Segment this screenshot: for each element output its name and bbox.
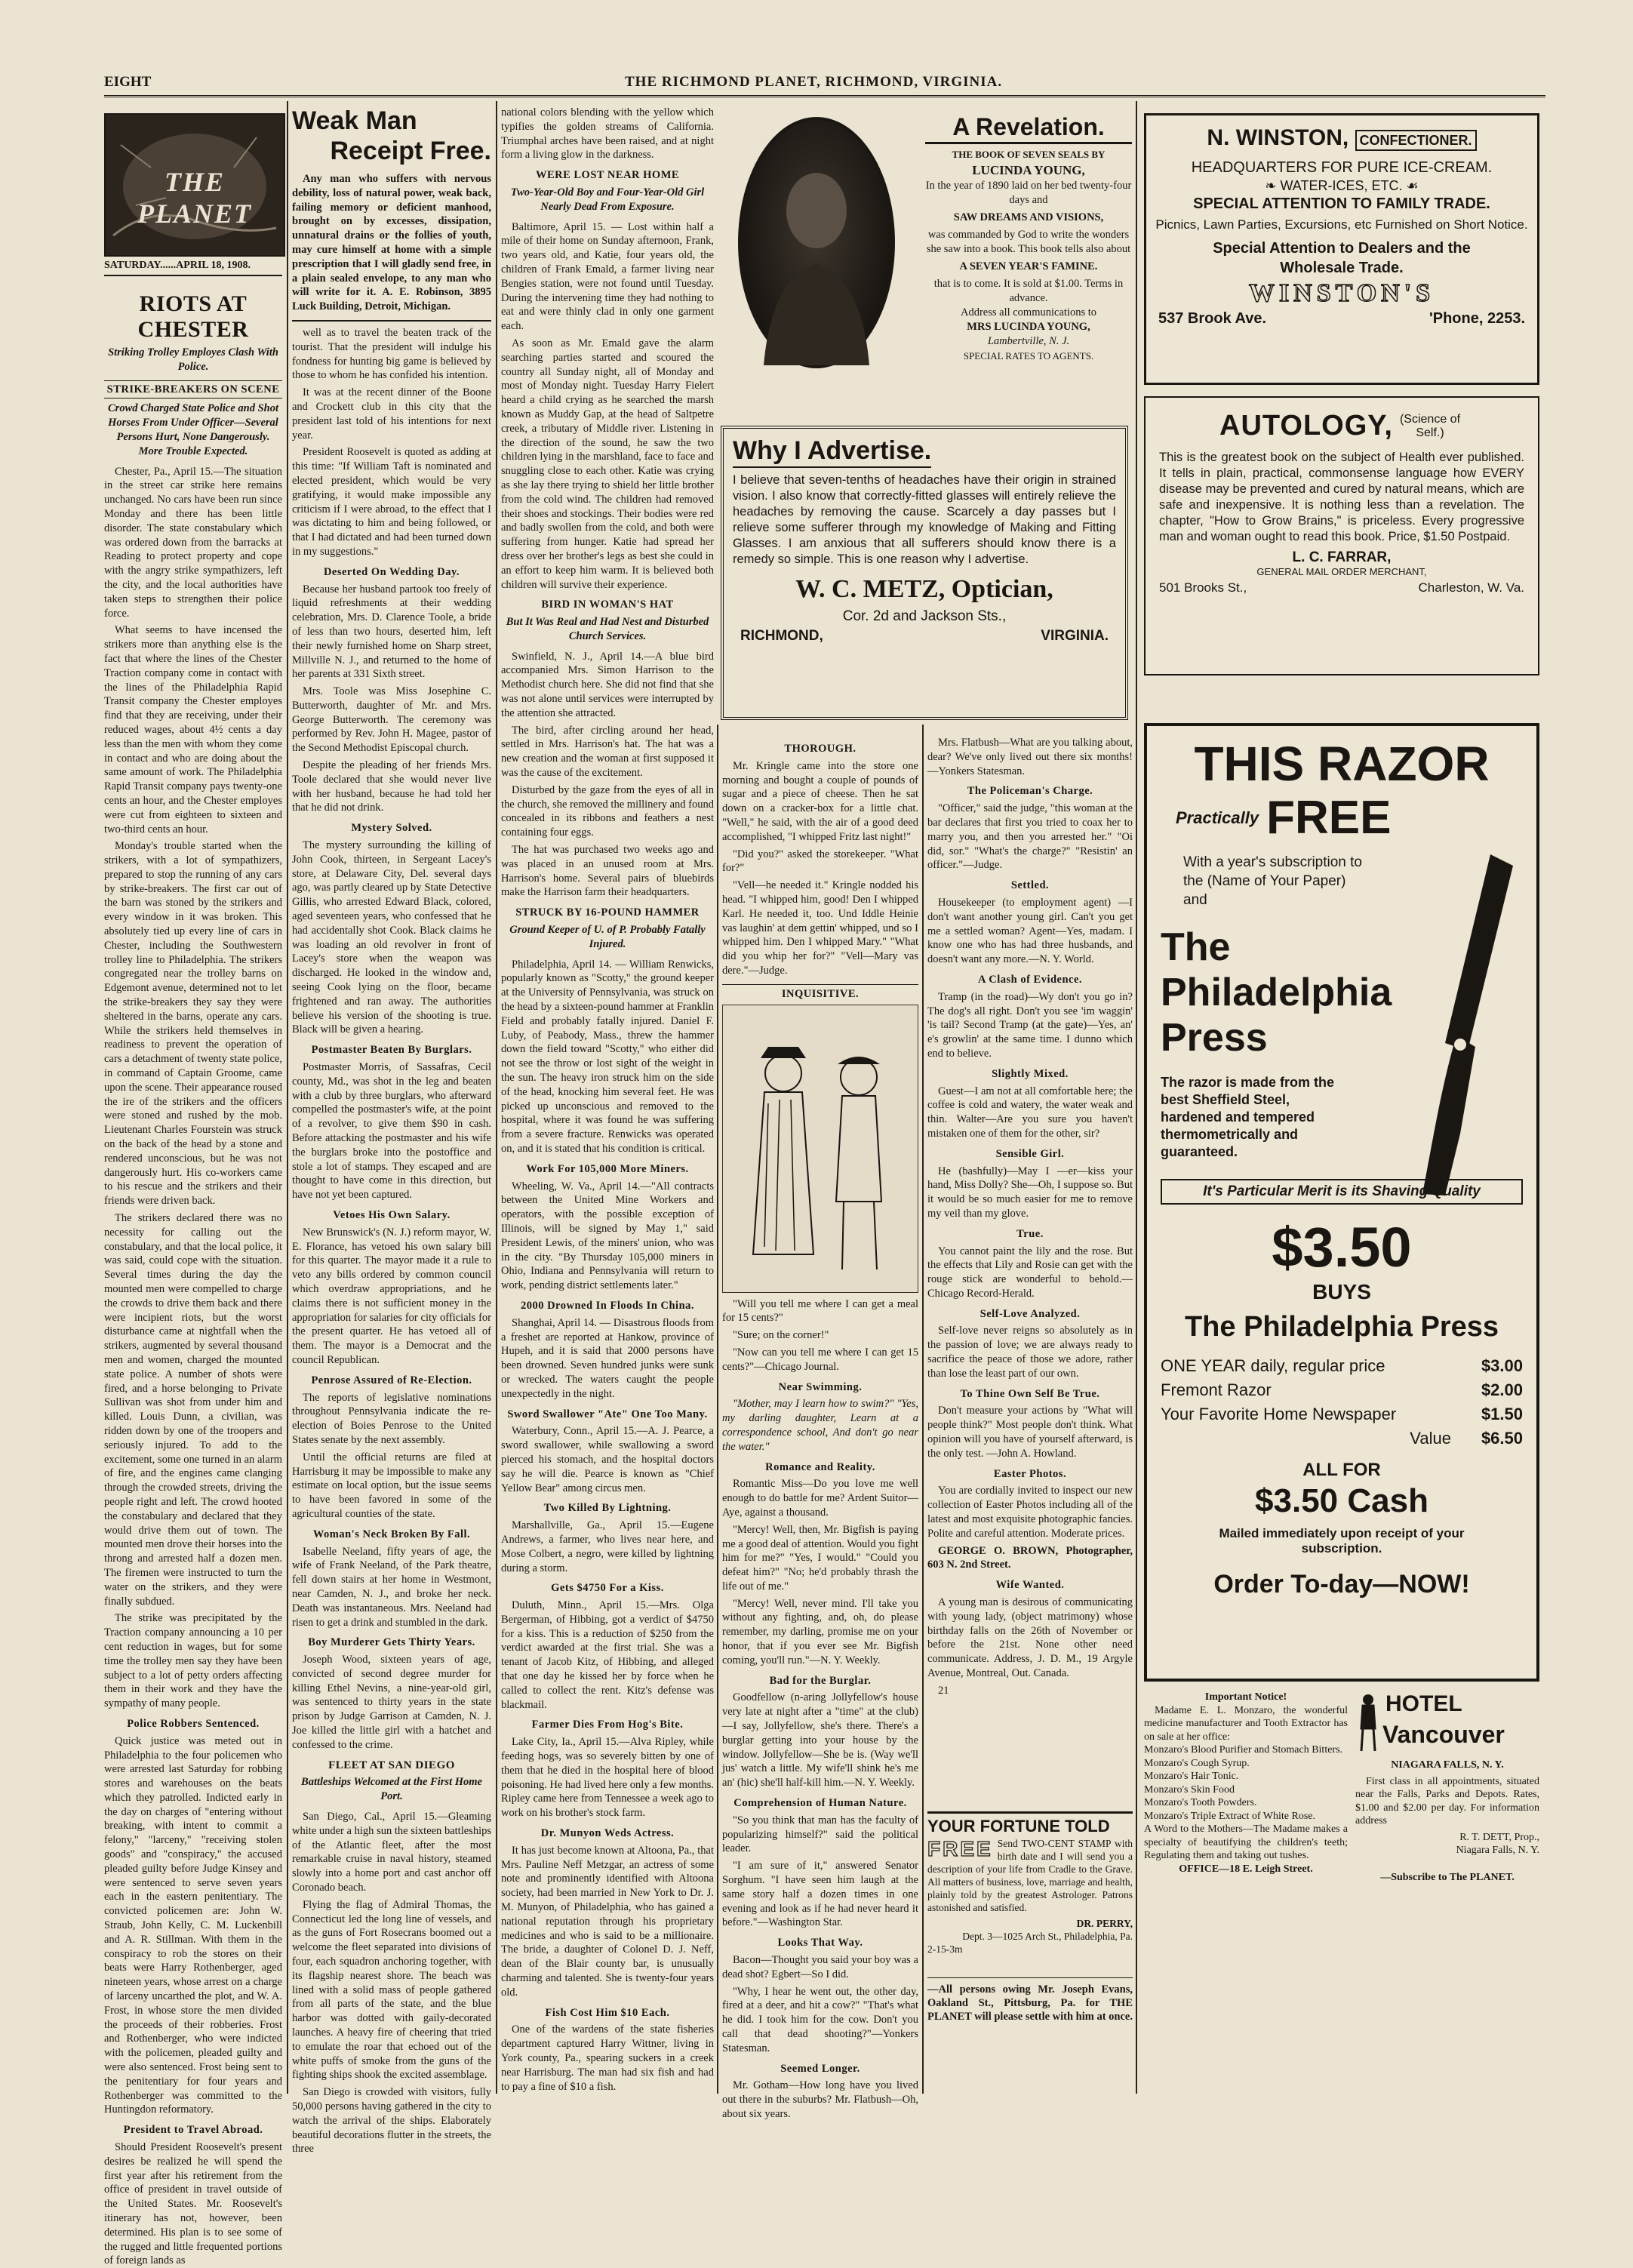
autology-title: AUTOLOGY, [1219, 410, 1393, 442]
article-paragraph: Baltimore, April 15. — Lost within half a mile of their home on Sunday afternoon, Frank, two years old, and Katie, four years old, the children of Frank Emald, a farmer living near Bengies station, were not found until Tuesday. During the intervening time they had nothing to eat and were thinly clad in only one garment each. [501, 220, 714, 333]
bellhop-icon [1355, 1692, 1381, 1753]
subhead: THOROUGH. [784, 743, 856, 755]
monzaro-item: Monzaro's Triple Extract of White Rose. [1144, 1810, 1316, 1822]
column-divider [287, 101, 288, 2094]
razor-merit: It's Particular Merit is its Shaving Quality [1161, 1179, 1523, 1205]
page-number: EIGHT [104, 74, 152, 90]
ad-title: Important Notice! [1204, 1691, 1287, 1703]
autology-ad [1144, 396, 1539, 675]
razor-paper-full: The Philadelphia Press [1184, 1311, 1499, 1343]
subhead: Romance and Reality. [765, 1460, 875, 1473]
subhead: Bad for the Burglar. [769, 1674, 872, 1687]
column-1 [104, 285, 282, 2267]
ad-author: LUCINDA YOUNG, [972, 163, 1085, 177]
ad-body: I believe that seven-tenths of headaches have their origin in strained vision. I also know that correctly-fitted glasses will entirely relieve the headaches by removing the cause. Scarcely a day passes but I relieve some sufferer through my knowledge of Making and Fitting Glasses. I am anxious that all sufferers should know there is a remedy so simple. This is one reason why I advertise. [733, 473, 1116, 566]
article-paragraph: Mrs. Flatbush—What are you talking about, dear? We've only lived out there six months!—Yonkers Statesman. [927, 737, 1133, 777]
article-paragraph: He (bashfully)—May I —er—kiss your hand, Miss Dolly? She—Oh, I suppose so. But it would be so much easier for me to remove my veil than my glove. [927, 1165, 1133, 1220]
article-paragraph: Bacon—Thought you said your boy was a dead shot? Egbert—So I did. [722, 1954, 918, 1980]
autology-city: Charleston, W. Va. [1418, 580, 1524, 595]
price-value: $3.00 [1481, 1356, 1523, 1375]
price-label: Your Favorite Home Newspaper [1161, 1405, 1397, 1423]
article-paragraph: It has just become known at Altoona, Pa., that Mrs. Pauline Neff Metzgar, an actress of some note and prominently identified with Altoona society, had been married in New York to Dr. J. M. Munyon, of Philadelphia, who has gained a national reputation through his proprietary medicines and who is said to be a millionaire. The bride, a daughter of Colonel D. J. Neff, dean of the Blair county bar, is unusually charming and talented. She is twenty-four years old. [501, 1844, 714, 1999]
price-label: ONE YEAR daily, regular price [1161, 1356, 1385, 1375]
monzaro-ad [1144, 1691, 1348, 2094]
ad-title: Why I Advertise. [733, 435, 931, 468]
subhead: Self-Love Analyzed. [979, 1307, 1081, 1320]
ad-line: In the year of 1890 laid on her bed twenty-four days and [925, 180, 1132, 206]
razor-free-row [1176, 791, 1523, 845]
metz-city: RICHMOND, [740, 628, 823, 644]
column-2 [292, 106, 491, 2156]
autology-sig2: GENERAL MAIL ORDER MERCHANT, [1256, 566, 1427, 577]
article-paragraph: Tramp (in the road)—Wy don't you go in? The dog's all right. Don't you see 'im waggin' 'is tail? Second Tramp (at the gate)—Yes, an' e's growlin' at the same time. I dunno which end to believe. [927, 990, 1133, 1060]
metz-state: VIRGINIA. [1041, 628, 1109, 644]
page-header [104, 74, 1545, 94]
subhead: FLEET AT SAN DIEGO [328, 1759, 455, 1771]
razor-mailed: Mailed immediately upon receipt of your subscription. [1219, 1526, 1465, 1556]
evans-notice: —All persons owing Mr. Joseph Evans, Oakland St., Pittsburg, Pa. for THE PLANET will please settle with him at once. [927, 1977, 1133, 2023]
fortune-ad [927, 1811, 1133, 1970]
metz-city-row [733, 628, 1116, 645]
winston-address-row [1151, 309, 1533, 328]
article-paragraph: Duluth, Minn., April 15.—Mrs. Olga Bergerman, of Hibbing, got a verdict of $4750 for a kiss. This is a reduction of $250 from the verdict awarded at the first trial. She was a tenant of Jacob Kitz, of Hibbing, and alleged that one day he kissed her by force when he called to collect the rent. Kitz's defense was blackmail. [501, 1599, 714, 1711]
article-paragraph: You cannot paint the lily and the rose. But the effects that Lily and Rosie can get with the rouge stick are wonderful to behold.—Chicago Record-Herald. [927, 1245, 1133, 1300]
ad-line: THE BOOK OF SEVEN SEALS BY [952, 149, 1106, 160]
subhead: Two Killed By Lightning. [543, 1502, 672, 1515]
subhead: Slightly Mixed. [992, 1067, 1069, 1080]
subhead: Gets $4750 For a Kiss. [551, 1582, 664, 1595]
water-ices-line: WATER-ICES, ETC. [1280, 178, 1403, 193]
ad-body: First class in all appointments, situated near the Falls, Parks and Depots. Rates, $1.00 and $2.00 per day. For information address [1355, 1775, 1539, 1826]
price-row [1161, 1426, 1523, 1451]
column-divider [717, 725, 718, 2094]
ornament-icon: ☙ [1402, 178, 1419, 193]
column-4 [722, 736, 918, 2120]
monzaro-office: OFFICE—18 E. Leigh Street. [1179, 1863, 1313, 1875]
razor-desc: The razor is made from the best Sheffield Steel, hardened and tempered thermometrically and guaranteed. [1161, 1075, 1335, 1159]
hotel-title: HOTEL [1385, 1691, 1462, 1716]
article-paragraph: Guest—I am not at all comfortable here; the coffee is cold and watery, the water weak and thin. Walter—Are you sure you haven't mistaken one of them for the other, sir? [927, 1085, 1133, 1140]
winston-name-row [1151, 123, 1533, 155]
column-divider [1136, 101, 1137, 2094]
subhead: Easter Photos. [993, 1467, 1067, 1480]
subhead: Work For 105,000 More Miners. [526, 1162, 689, 1175]
subhead: INQUISITIVE. [722, 984, 918, 1002]
subhead: Wife Wanted. [995, 1579, 1065, 1592]
ad-headline: Weak Man [292, 106, 417, 135]
revelation-ad [925, 112, 1132, 414]
article-paragraph: "Why, I hear he went out, the other day, fired at a deer, and hit a cow?" "That's what he did. I took him for the cow. Don't you call that dead shooting?"—Yonkers Statesman. [722, 1985, 918, 2054]
subhead: To Thine Own Self Be True. [960, 1387, 1100, 1400]
article-paragraph: What seems to have incensed the strikers more than anything else is the fact that where the lines of the Chester Traction company come in contact with the lines of the Philadelphia Rapid Transit company the Chester employes find that they are receiving, under their reduced wages, about 4½ cents a day less than the men with whom they come in contact and who are doing about the same amount of work. The Philadelphia Rapid Transit company pays twenty-one cents an hour, and the Chester employes were cut from eighteen to sixteen and two-third cents an hour. [104, 624, 282, 835]
price-value: $1.50 [1481, 1405, 1523, 1423]
paper-name: Press [1161, 1016, 1268, 1060]
article-paragraph: One of the wardens of the state fisheries department captured Harry Wittner, living in York county, Pa., spearing suckers in a creek near Harrisburg. The man had six fish and had to pay a fine of $10 a fish. [501, 2023, 714, 2093]
monzaro-item: Monzaro's Tooth Powders. [1144, 1797, 1257, 1808]
ad-line: SPECIAL ATTENTION TO FAMILY TRADE. [1193, 195, 1490, 212]
portrait-oval-image [738, 117, 895, 368]
article-paragraph: Don't measure your actions by "What will people think?" Most people don't think. What opinion will you have of yourself afterward, is the only test. —John A. Howland. [927, 1405, 1133, 1460]
article-paragraph: Self-love never reigns so absolutely as in the passion of love; we are always ready to sacrifice the peace of those we adore, rather than lose the least part of our own. [927, 1325, 1133, 1380]
article-paragraph: "Mercy! Well, then, Mr. Bigfish is paying me a good deal of attention. Would you fight him for me?" "Yes, I would." "Could you defeat him?" "No; he'd probably thrash the life out of me." [722, 1523, 918, 1593]
autology-addr-row [1159, 580, 1524, 595]
article-paragraph: Until the official returns are filed at Harrisburg it may be impossible to make any estimate on local option, but the issue seems to have been favored in some of the agricultural counties of the state. [292, 1451, 491, 1520]
razor-cash: $3.50 Cash [1255, 1482, 1428, 1519]
monzaro-item: Monzaro's Blood Purifier and Stomach Bitters. [1144, 1744, 1343, 1756]
article-paragraph: Disturbed by the gaze from the eyes of all in the church, she removed the millinery and found concealed in its ribbons and feathers a nest containing four eggs. [501, 783, 714, 839]
monzaro-item: Monzaro's Hair Tonic. [1144, 1771, 1239, 1782]
deck: Battleships Welcomed at the First Home Port. [301, 1776, 482, 1803]
subhead: Comprehension of Human Nature. [733, 1797, 907, 1810]
article-paragraph: The mystery surrounding the killing of John Cook, thirteen, in Sergeant Lacey's store, at Delaware City, Del. several days ago, was partly cleared up by State Detective Gillis, who arrested Edward Black, colored, aged seventeen years, who confessed that he had accidentally shot Cook. Black claims he was loading an old revolver in front of Lacey's store when the weapon was discharged. He looked in the window and, seeing Cook lying on the floor, became frightened and ran away. The authorities believe his version of the shooting is true. Black will be given a hearing. [292, 839, 491, 1036]
article-paragraph: "So you think that man has the faculty of popularizing himself?" said the political leader. [722, 1814, 918, 1855]
autology-addr: 501 Brooks St., [1159, 580, 1247, 595]
article-paragraph: Monday's trouble started when the strikers, with a lot of sympathizers, prepared to stop the running of any cars by strike-breakers. The first car out of the barn was stoned by the strikers and every window in it was broken. This absolutely tied up every line of cars in Chester, including the Southwestern trolley line to Philadelphia. The strikers congregated near the trolley barns on Edgemont avenue, determined not to let the strike-breakers they say they were sheltered in the barns, operate any cars. While the strikers held themselves in readiness to prevent the operation of cars a detachment of twenty state police, in command of Captain Groome, came upon the scene. Their appearance roused the ire of the strikers and the officers were stoned and rushed by the mob. Lieutenant Charles Fourstein was struck on the back of the head by a stone and rendered unconscious, but he was not dangerously hurt. His co-workers came to his rescue and the strikers and their friends were driven back. [104, 840, 282, 1208]
weak-man-ad [292, 106, 491, 322]
article-paragraph: Mr. Gotham—How long have you lived out there in the suburbs? Mr. Flatbush—Oh, about six years. [722, 2079, 918, 2120]
ad-line: Picnics, Lawn Parties, Excursions, etc Furnished on Short Notice. [1155, 217, 1528, 232]
article-paragraph: 21 [938, 1684, 949, 1697]
subhead: Penrose Assured of Re-Election. [311, 1374, 472, 1386]
deck: Two-Year-Old Boy and Four-Year-Old Girl Nearly Dead From Exposure. [510, 186, 705, 213]
subhead: Dr. Munyon Weds Actress. [540, 1827, 675, 1840]
subhead: Sensible Girl. [995, 1147, 1065, 1160]
ad-line: that is to come. It is sold at $1.00. Terms in advance. [933, 278, 1124, 304]
razor-free: FREE [1266, 792, 1392, 844]
winston-address: 537 Brook Ave. [1158, 310, 1267, 327]
cartoon-caption: "Sure; on the corner!" [733, 1329, 829, 1342]
ad-line [1151, 177, 1533, 195]
article-paragraph: Waterbury, Conn., April 15.—A. J. Pearce, a sword swallower, while swallowing a sword pierced his stomach, and the hospital doctors say he will die. Pearce is known as "Chief Yellow Bear" among circus men. [501, 1425, 714, 1494]
article-paragraph: "Did you?" asked the storekeeper. "What for?" [722, 848, 918, 875]
article-paragraph: The strike was precipitated by the Traction company announcing a 10 per cent reduction in wages, but for some time the trolley men say they have been subject to a lot of petty orders affecting them in their work and they have the sympathy of many people. [104, 1612, 282, 1710]
ad-line: HEADQUARTERS FOR PURE ICE-CREAM. [1191, 159, 1493, 176]
winston-logo: WINSTON'S [1248, 279, 1435, 307]
razor-image [1404, 847, 1517, 1202]
ad-line: Lambertville, N. J. [987, 335, 1070, 347]
article-paragraph: Because her husband partook too freely of liquid refreshments at their wedding celebration, Mrs. D. Clarence Toole, a bride of less than two hours, deserted him, left their newly furnished home on Sharp street, Millville N. J., and returned to the home of her parents at 331 Sixth street. [292, 583, 491, 681]
deck-strike-breakers: STRIKE-BREAKERS ON SCENE [104, 380, 282, 399]
article-paragraph: Wheeling, W. Va., April 14.—"All contracts between the United Mine Workers and operators, with the possible exception of Illinois, will be signed by May 1," said President Lewis, of the miners' union, who was in the city. "By Thursday 105,000 miners in Ohio, Indiana and Pennsylvania will return to work, pending district settlements later." [501, 1180, 714, 1292]
subscribe-line: —Subscribe to The PLANET. [1380, 1871, 1515, 1883]
hotel-title: Vancouver [1382, 1721, 1505, 1748]
ad-title: A Revelation. [925, 112, 1132, 144]
article-paragraph: "Mercy! Well, never mind. I'll take you without any fighting, and, oh, do please remember, my darling, promise me on your honor, that if you ever see Mr. Bigfish coming, you'll run."—N. Y. Weekly. [722, 1597, 918, 1666]
paper-name: The [1161, 925, 1231, 969]
article-paragraph: Shanghai, April 14. — Disastrous floods from a freshet are reported at Hankow, province of Hupeh, and it is said that 2000 persons have been drowned. Seven hundred junks were sunk or wrecked. The waters caught the people unexpectedly in the night. [501, 1316, 714, 1400]
article-paragraph: San Diego is crowded with visitors, fully 50,000 persons having gathered in the city to watch the arrival of the ships. Elaborately beautiful decorations flutter in the streets, the three [292, 2086, 491, 2156]
hotel-place: NIAGARA FALLS, N. Y. [1391, 1759, 1504, 1771]
subhead: Sword Swallower "Ate" One Too Many. [507, 1408, 708, 1420]
article-paragraph: San Diego, Cal., April 15.—Gleaming white under a high sun the sixteen battleships of the Atlantic fleet, after the most remarkable cruise in naval history, steamed slowly into a home port and cast anchor off Coronado beach. [292, 1811, 491, 1894]
price-value: $2.00 [1481, 1380, 1523, 1399]
article-paragraph: President Roosevelt is quoted as adding at this time: "If William Taft is nominated and elected president, which would be very gratifying, it would make impossible any criticism if I were abroad, to the effect that I was dictating to him and being followed, or that I had dictated and had been turned down in my suggestions." [292, 446, 491, 558]
razor-ad [1144, 723, 1539, 1682]
subhead: Vetoes His Own Salary. [333, 1208, 451, 1221]
ad-title: YOUR FORTUNE TOLD [927, 1811, 1133, 1837]
price-row [1161, 1402, 1523, 1426]
article-paragraph: You are cordially invited to inspect our new collection of Easter Photos including all of the latest and most exquisite photographic fancies. Polite and careful attention. Moderate prices. [927, 1485, 1133, 1540]
article-paragraph: well as to travel the beaten track of the tourist. That the president will indulge his fondness for hunting big game is believed by those to whom he has confided his intention. [292, 326, 491, 382]
two-men-illustration [723, 1005, 918, 1291]
subhead: Postmaster Beaten By Burglars. [311, 1044, 472, 1057]
metz-name: W. C. METZ, Optician, [795, 575, 1053, 603]
monzaro-item: Monzaro's Skin Food [1144, 1783, 1235, 1796]
article-paragraph: Flying the flag of Admiral Thomas, the Connecticut led the long line of vessels, and as the guns of Fort Rosecrans boomed out a welcome the fleet separated into divisions of four, each squadron anchoring together, with its flagship nearest shore. The beach was lined with a solid mass of people gathered from all parts of the state, and the blue harbor was dotted with gaily-decorated launches. A heavy fire of cheering that tried to emulate the roar that echoed out of the white puffs of smoke from the guns of the fighting ships shook the excited assemblage. [292, 1898, 491, 2082]
subhead: Deserted On Wedding Day. [323, 565, 460, 578]
razor-sub: With a year's subscription to the (Name of Your Paper) and [1183, 854, 1362, 908]
hotel-city: Niagara Falls, N. Y. [1456, 1845, 1539, 1856]
subhead: Boy Murderer Gets Thirty Years. [308, 1636, 475, 1649]
winston-name: N. WINSTON, [1207, 125, 1349, 150]
ad-body: Send TWO-CENT STAMP with birth date and I will send you a description of your life from Cradle to the Grave. All matters of business, love, marriage and health, plainly told by the greatest Astrologer. Patrons astonished and satisfied. [927, 1838, 1133, 1913]
deck: But It Was Real and Had Nest and Disturbed Church Services. [506, 616, 709, 642]
subhead: President to Travel Abroad. [123, 2124, 263, 2137]
article-paragraph: "Officer," said the judge, "this woman at the bar declares that first you tried to coax her to marry you, and then you arrested her." "Oi did, sor." "What's the charge?" "Resistin' an officer."—Judge. [927, 802, 1133, 872]
razor-all-for: ALL FOR [1302, 1460, 1381, 1480]
subhead: Police Robbers Sentenced. [127, 1717, 260, 1730]
ad-body: Any man who suffers with nervous debility, loss of natural power, weak back, failing memory or deficient manhood, brought on by excesses, dissipation, unnatural drains or the follies of youth, may cure himself at home with a simple prescription that I will gladly send free, in a plain sealed envelope, to any man who will write for it. A. E. Robinson, 3895 Luck Building, Detroit, Michigan. [292, 173, 491, 313]
razor-title: THIS RAZOR [1194, 737, 1490, 791]
paper-name: Philadelphia [1161, 971, 1392, 1014]
date-line: SATURDAY......APRIL 18, 1908. [104, 260, 282, 276]
article-paragraph: Goodfellow (n-aring Jollyfellow's house very late at night after a "time" at the club)—I say, Jollyfellow, she's there. There's a burglar getting into your house by the window. Jollyfellow—She be is. (Way we'll jus' watch a little. My wife'll shink he's me an' (hic) she'll half-kill him.—N. Y. Weekly. [722, 1691, 918, 1789]
razor-price-table [1161, 1354, 1523, 1451]
article-paragraph: Chester, Pa., April 15.—The situation in the street car strike here remains unchanged. No cars have been run since Monday and there has been little disorder. The state constabulary which was ordered down from the barracks at Reading to protect property and cope with the angry strike sympathizers, left the city, and the local authorities have taken steps to strengthen their police force. [104, 465, 282, 620]
subhead: WERE LOST NEAR HOME [535, 169, 680, 182]
article-paragraph: Lake City, Ia., April 15.—Alva Ripley, while feeding hogs, was so severely bitten by one of them that he died in the hospital here of blood poisoning. He had lived here only a few months. Ripley came here from Tennessee a week ago to work on his brother's stock farm. [501, 1736, 714, 1820]
fortune-free: FREE [927, 1837, 993, 1860]
article-paragraph: Should President Roosevelt's present desires be realized he will spend the first year after his retirement from the office of president in travel outside of the United States. Mr. Roosevelt's itinerary has not, however, been determined. His plan is to see some of the rugged and little frequented portions of foreign lands as [104, 2141, 282, 2267]
subhead: STRUCK BY 16-POUND HAMMER [515, 906, 700, 919]
article-paragraph: national colors blending with the yellow which typifies the golden streams of California. Triumphal arches have been raised, and at night form a living glow in the darkness. [501, 106, 714, 162]
deck: Striking Trolley Employes Clash With Police. [108, 346, 278, 373]
article-paragraph: New Brunswick's (N. J.) reform mayor, W. E. Florance, has vetoed his own salary bill for this quarter. The mayor made it a rule to veto any bills ordered by common council which overdraw appropriations, and he claims there is not sufficient money in the appropriation for salaries for city officials for the present quarter. He has vetoed all of them. The mayor is a Democrat and the council Republican. [292, 1226, 491, 1366]
article-paragraph: Housekeeper (to employment agent) —I don't want another young girl. Can't you get me a settled woman? Agent—Yes, madam. I know one who has had three husbands, and doesn't want any more.—N. Y. World. [927, 896, 1133, 966]
article-paragraph: Swinfield, N. J., April 14.—A blue bird accompanied Mrs. Simon Harrison to the Methodist church here. She did not find that she was not alone until services were interrupted by the attention she attracted. [501, 650, 714, 719]
hotel-prop: R. T. DETT, Prop., [1459, 1831, 1539, 1843]
ad-line: MRS LUCINDA YOUNG, [967, 321, 1090, 333]
deck: Crowd Charged State Police and Shot Horses From Under Officer—Several Persons Hurt, None Dangerously. More Trouble Expected. [108, 402, 278, 457]
subhead: Looks That Way. [777, 1937, 863, 1949]
fortune-sig: DR. PERRY, [1076, 1918, 1133, 1929]
deck: Ground Keeper of U. of P. Probably Fatally Injured. [509, 924, 706, 950]
ad-line: Address all communications to [960, 306, 1096, 319]
razor-practically: Practically [1176, 808, 1259, 827]
paper-title: THE RICHMOND PLANET, RICHMOND, VIRGINIA. [625, 74, 1003, 90]
ad-line: Special Attention to Dealers and the Wholesale Trade. [1213, 240, 1471, 276]
article-paragraph: Marshallville, Ga., April 15.—Eugene Andrews, a farmer, who lives near here, and Mose Colbert, a negro, were killed by lightning during a storm. [501, 1519, 714, 1574]
subhead: Farmer Dies From Hog's Bite. [531, 1719, 684, 1731]
article-paragraph: The strikers declared there was no necessity for calling out the constabulary, and that the local police, it was said, could cope with the situation. Several times during the day the mounted men were compelled to charge the crowds to drive them back and there were incipient riots, but the worst disturbance came at nightfall when the strikers, augmented by several thousand men and women, charged the mounted state police. A number of shots were fired, and a horse belonging to Private Sullivan was shot from under him and killed. Louis Dunn, a civilian, was ridden down by one of the troopers and seriously injured. To add to the excitement, some one turned in an alarm of fire, and the engines came clanging through the crowded streets, driving the people right and left. The crowd hooted the constabulary and declared that they would drive them out of town. The mounted men drove their horses into the throng and arrested half a dozen men. The firemen were instructed to turn the water on the strikers, and they were finally subdued. [104, 1212, 282, 1608]
ad-body: A Word to the Mothers—The Madame makes a specialty of beautifying the children's teeth; Regulating them and taking out tushes. [1144, 1823, 1348, 1861]
column-5 [927, 736, 1133, 1808]
price-row [1161, 1354, 1523, 1378]
price-value: $6.50 [1481, 1429, 1523, 1448]
subhead: Woman's Neck Broken By Fall. [312, 1528, 471, 1540]
ad-body: This is the greatest book on the subject of Health ever published. It tells in plain, practical, commonsense language how EVERY disease may be prevented and cured by natural means, which are safe and inexpensive. It is nothing less than a revelation. The chapter, "How to Grow Brains," is priceless. Every progressive man and woman ought to read this book. Price, $1.50 Postpaid. [1159, 451, 1524, 543]
inquisitive-illustration [722, 1005, 918, 1293]
cartoon-caption: "Now can you tell me where I can get 15 cents?"—Chicago Journal. [722, 1346, 918, 1373]
ad-line: was commanded by God to write the wonders she saw into a book. This book tells also about [926, 229, 1131, 255]
article-paragraph: The bird, after circling around her head, settled in Mrs. Harrison's hat. The hat was a new creation and the woman at first supposed it was the cause of the excitement. [501, 724, 714, 780]
razor-order: Order To-day—NOW! [1213, 1570, 1470, 1599]
subhead: A Clash of Evidence. [977, 973, 1083, 986]
article-paragraph: GEORGE O. BROWN, Photographer, 603 N. 2nd Street. [927, 1544, 1133, 1571]
article-paragraph: A young man is desirous of communicating with young lady, (object matrimony) whose birthday falls on the 26th of November or before the 21st. None other need communicate. Address, J. D. M., 19 Argyle Avenue, Montreal, Out. Canada. [927, 1596, 1133, 1680]
razor-price: $3.50 [1272, 1216, 1412, 1279]
subhead: The Policeman's Charge. [967, 785, 1093, 798]
autology-title-row [1159, 410, 1524, 442]
article-paragraph: Quick justice was meted out in Philadelphia to the four policemen who were arrested last Saturday for robbing stores and warehouses on the beats which they patrolled. Indicted early in the day on charges of "entering without breaking, with intent to commit a felony," "larceny," "receiving stolen goods" and "conspiracy," the accused pleaded guilty before Judge Kinsey and were sentenced to serve seven years each in the eastern penitentiary. The convicted policemen are: John W. Straub, John Kelly, C. M. Luckenbill and A. R. Stillman. With them in the conspiracy to rob the stores on their beats were Harry Rothenberger, aged nineteen years, whose arrest on a charge of larceny uncarthed the plot, and W. A. Frost, in whose store the men divided the proceeds of their robberies. Frost and Rothenberger, who were indicted with the policemen, pleaded guilty and were also sentenced. Frost being sent to the penitentiary for four years and Rothenberger was committed to the Huntingdon reformatory. [104, 1734, 282, 2116]
article-paragraph: Philadelphia, April 14. — William Renwicks, popularly known as "Scotty," the ground keeper at the University of Pennsylvania, was struck on the head by a sixteen-pound hammer at Franklin Field and probably fatally injured. Daniel F. Luby, of Peabody, Mass., threw the hammer down the field toward "Scotty," who either did not see the throw or lost sight of the weight in the sun. The heavy iron struck him on the side of the head, knocking him several feet. He was picked up unconscious and removed to the hospital, where it was found he was suffering from a severe fracture. Renwicks was operated on, and it is stated that his condition is critical. [501, 958, 714, 1155]
ad-headline: Receipt Free. [330, 137, 491, 165]
subhead: Seemed Longer. [780, 2062, 860, 2075]
article-paragraph: "I am sure of it," answered Senator Sorghum. "I have seen him laugh at the same story half a dozen times in one evening and look as if he had never heard it before."—Washington Star. [722, 1860, 918, 1929]
article-paragraph: The reports of legislative nominations throughout Pennsylvania indicate the re-election of Boies Penrose to the United States senate by the next assembly. [292, 1391, 491, 1446]
article-paragraph: Joseph Wood, sixteen years of age, convicted of second degree murder for killing Ethel Nevins, a nine-year-old girl, was sentenced to thirty years in the state prison by Judge Garrison at Camden, N. J. Joe killed the little girl with a hatchet and confessed to the crime. [292, 1654, 491, 1751]
metz-ad [721, 426, 1128, 720]
article-paragraph: It was at the recent dinner of the Boone and Crockett club in this city that the president last told of his intentions for next year. [292, 386, 491, 442]
header-rule [104, 95, 1545, 97]
hotel-title-block [1355, 1691, 1539, 1754]
metz-corner: Cor. 2d and Jackson Sts., [842, 608, 1007, 624]
headline-riots: RIOTS AT CHESTER [137, 291, 249, 342]
column-divider [496, 101, 497, 2094]
planet-logo [104, 113, 285, 257]
autology-sig: L. C. FARRAR, [1292, 549, 1392, 565]
fortune-addr: Dept. 3—1025 Arch St., Philadelphia, Pa. [962, 1931, 1133, 1942]
subhead: True. [1016, 1227, 1044, 1240]
razor-icon [1404, 847, 1517, 1202]
article-paragraph: Despite the pleading of her friends Mrs. Toole declared that she would never live with her husband, because he had told her that he did not drink. [292, 759, 491, 814]
price-label: Fremont Razor [1161, 1380, 1272, 1399]
article-paragraph: Isabelle Neeland, fifty years of age, the wife of Frank Neeland, of the Park theatre, fell down stairs at her home in Westmont, near Camden, N. J., and broke her neck. Death was instantaneous. Mrs. Neeland had risen to get a drink and stumbled in the dark. [292, 1545, 491, 1629]
price-row [1161, 1378, 1523, 1402]
column-3 [501, 106, 714, 2094]
winston-trade: CONFECTIONER. [1355, 130, 1477, 151]
fortune-code: 2-15-3m [927, 1943, 963, 1955]
subhead: 2000 Drowned In Floods In China. [520, 1299, 695, 1312]
portrait-figure [741, 120, 892, 365]
winston-phone: 'Phone, 2253. [1428, 310, 1525, 327]
subhead: Settled. [1010, 879, 1050, 892]
logo-text: THE PLANET [137, 167, 252, 229]
ad-line: A SEVEN YEAR'S FAMINE. [959, 260, 1098, 272]
article-paragraph: The hat was purchased two weeks ago and was placed in an unused room at Mrs. Harrison's home. Several pairs of bluebirds make the Harrison farm their headquarters. [501, 844, 714, 899]
article-paragraph: Romantic Miss—Do you love me well enough to do battle for me? Ardent Suitor—Aye, against a thousand. [722, 1478, 918, 1519]
monzaro-item: Monzaro's Cough Syrup. [1144, 1757, 1250, 1769]
hotel-ad [1355, 1691, 1539, 2094]
subhead: Fish Cost Him $10 Each. [545, 2006, 670, 2019]
cartoon-caption: "Will you tell me where I can get a meal for 15 cents?" [722, 1297, 918, 1325]
article-paragraph: Postmaster Morris, of Sassafras, Cecil county, Md., was shot in the leg and beaten with a club by three burglars, who afterward compelled the postmaster's wife, at the point of a revolver, to give them $90 in cash. Before attacking the postmaster and his wife the burglars broke into the postoffice and stole a lot of stamps. They escaped and are thought to have come in this direction, but have not yet been captured. [292, 1061, 491, 1202]
autology-aside: (Science of Self.) [1399, 413, 1461, 439]
winston-ad [1144, 113, 1539, 385]
ornament-icon: ❧ [1265, 178, 1281, 193]
column-divider [922, 725, 924, 2094]
article-paragraph: Mrs. Toole was Miss Josephine C. Butterworth, daughter of Mr. and Mrs. George Butterworth. The ceremony was performed by Rev. John H. Magee, pastor of the Second Methodist Episcopal church. [292, 685, 491, 755]
article-paragraph: As soon as Mr. Emald gave the alarm searching parties started and scoured the country all Sunday night, all of Monday and most of Monday night. Tuesday Harry Fielert heard a child crying as he searched the marsh known as Muddy Gap, at the head of Saltpetre creek, a tributary of Middle river. Listening in the direction of the sound, he saw the two children lying in the marshland, face to face and snuggling close to each other. Katie was crying as she lay there trying to shield her little brother from the cold wind. The children had removed their shoes and stockings. Their bodies were red and badly swollen from the cold, and both were suffering from hunger. Katie had spread her dress over her brother's legs as best she could in an effort to keep him warm. It is believed both children will survive their experience. [501, 337, 714, 591]
article-paragraph: Mr. Kringle came into the store one morning and bought a couple of pounds of sugar and a piece of cheese. Then he sat down on a cracker-box for a little chat. "Well," he said, with the air of a good deed accomplished, "I whipped Fritz last night!" [722, 759, 918, 843]
ad-body: Madame E. L. Monzaro, the wonderful medicine manufacturer and Tooth Extractor has on sale at her office: [1144, 1704, 1348, 1743]
ad-line: SPECIAL RATES TO AGENTS. [963, 350, 1094, 362]
subhead: Near Swimming. [778, 1380, 863, 1393]
article-paragraph: "Vell—he needed it." Kringle nodded his head. "I whipped him, good! Den I whipped Karl. He needed it, too. Und Iddle Heinie vas laughin' at dem gettin' whipped, und so I whipped him. Den I whipped Mary." "What did you whip her for?" "Vell—Mary vas dere."—Judge. [722, 879, 918, 977]
subhead: Mystery Solved. [351, 822, 432, 835]
price-label: Value [1410, 1429, 1451, 1448]
razor-buys: BUYS [1312, 1280, 1371, 1303]
ad-line: SAW DREAMS AND VISIONS, [953, 211, 1104, 223]
subhead: BIRD IN WOMAN'S HAT [541, 599, 674, 611]
verse: "Mother, may I learn how to swim?" "Yes, my darling daughter, Learn at a correspondence school, And don't go near the water." [722, 1398, 918, 1453]
